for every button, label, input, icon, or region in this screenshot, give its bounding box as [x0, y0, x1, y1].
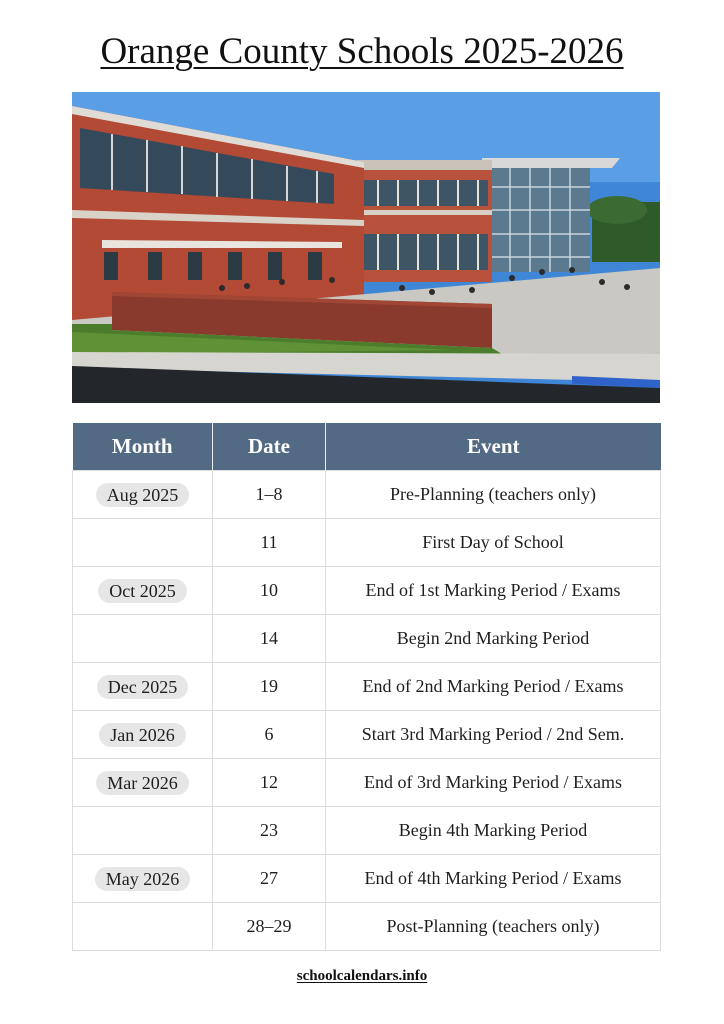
- date-cell: 14: [213, 615, 326, 663]
- event-cell: Begin 2nd Marking Period: [326, 615, 661, 663]
- month-badge: Oct 2025: [98, 579, 187, 603]
- date-cell: 6: [213, 711, 326, 759]
- event-cell: Begin 4th Marking Period: [326, 807, 661, 855]
- table-row: [73, 759, 661, 807]
- event-cell: Post-Planning (teachers only): [326, 903, 661, 951]
- month-cell: [73, 711, 213, 759]
- month-cell: [73, 615, 213, 663]
- month-cell: [73, 663, 213, 711]
- table-header-row: [73, 423, 661, 471]
- event-cell: First Day of School: [326, 519, 661, 567]
- header-event: Event: [326, 423, 661, 471]
- table-row: [73, 615, 661, 663]
- month-cell: [73, 759, 213, 807]
- table-row: [73, 807, 661, 855]
- date-cell: 27: [213, 855, 326, 903]
- month-cell: [73, 903, 213, 951]
- date-cell: 10: [213, 567, 326, 615]
- table-row: [73, 519, 661, 567]
- date-cell: 19: [213, 663, 326, 711]
- month-badge: Jan 2026: [99, 723, 186, 747]
- date-cell: 23: [213, 807, 326, 855]
- date-cell: 28–29: [213, 903, 326, 951]
- footer-source-link[interactable]: schoolcalendars.info: [296, 968, 428, 984]
- header-date: Date: [213, 423, 326, 471]
- month-cell: [73, 567, 213, 615]
- event-cell: End of 4th Marking Period / Exams: [326, 855, 661, 903]
- table-row: [73, 471, 661, 519]
- calendar-table: [72, 423, 661, 951]
- table-row: [73, 855, 661, 903]
- event-cell: End of 3rd Marking Period / Exams: [326, 759, 661, 807]
- page-title: Orange County Schools 2025-2026: [100, 31, 624, 72]
- month-cell: [73, 519, 213, 567]
- month-cell: [73, 855, 213, 903]
- event-cell: End of 1st Marking Period / Exams: [326, 567, 661, 615]
- event-cell: Pre-Planning (teachers only): [326, 471, 661, 519]
- month-cell: [73, 807, 213, 855]
- table-row: [73, 711, 661, 759]
- event-cell: End of 2nd Marking Period / Exams: [326, 663, 661, 711]
- month-badge: Mar 2026: [96, 771, 189, 795]
- month-badge: May 2026: [95, 867, 191, 891]
- date-cell: 12: [213, 759, 326, 807]
- table-row: [73, 903, 661, 951]
- table-row: [73, 567, 661, 615]
- date-cell: 11: [213, 519, 326, 567]
- month-badge: Aug 2025: [96, 483, 190, 507]
- header-month: Month: [73, 423, 213, 471]
- table-row: [73, 663, 661, 711]
- date-cell: 1–8: [213, 471, 326, 519]
- month-badge: Dec 2025: [97, 675, 188, 699]
- month-cell: [73, 471, 213, 519]
- school-building-photo: [72, 92, 660, 403]
- event-cell: Start 3rd Marking Period / 2nd Sem.: [326, 711, 661, 759]
